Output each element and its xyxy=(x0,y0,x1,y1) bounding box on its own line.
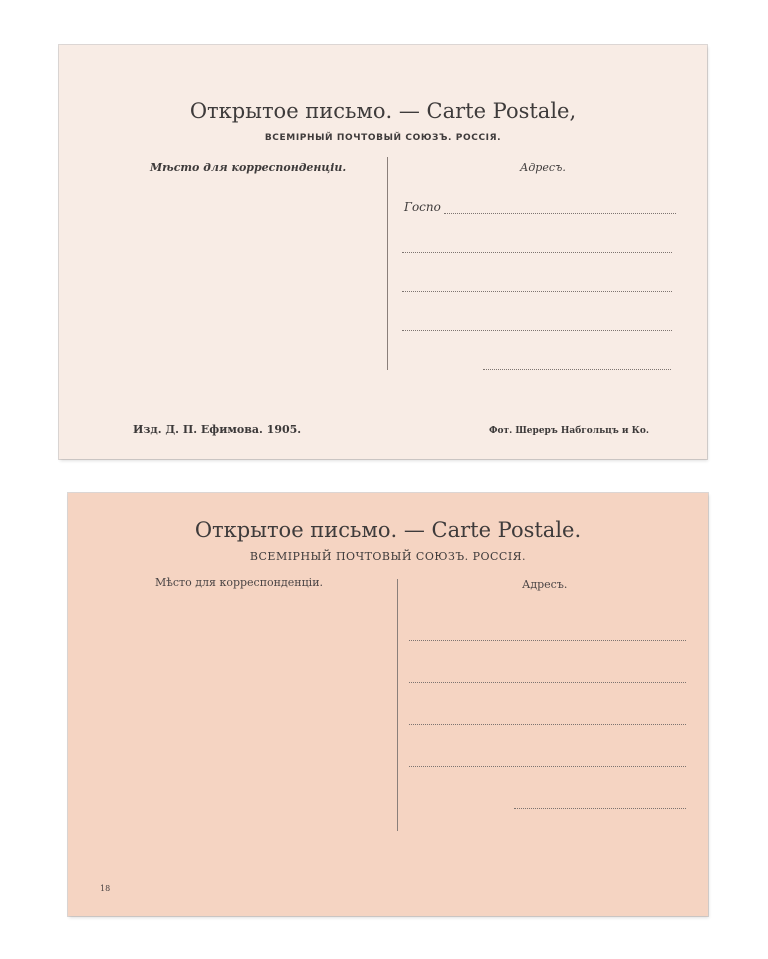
address-line-4 xyxy=(402,330,672,331)
address-line-4 xyxy=(409,766,686,767)
serial-number: 18 xyxy=(100,884,111,893)
address-line-3 xyxy=(402,291,672,292)
publisher-credit: Изд. Д. П. Ефимова. 1905. xyxy=(133,423,302,436)
address-line-5 xyxy=(483,369,671,370)
card-subtitle: ВСЕМІРНЫЙ ПОЧТОВЫЙ СОЮЗЪ. РОССІЯ. xyxy=(264,133,502,143)
address-line-2 xyxy=(409,682,686,683)
photographer-credit: Фот. Шереръ Набгольцъ и Ко. xyxy=(489,426,650,436)
address-line-2 xyxy=(402,252,672,253)
card-title: Открытое письмо. — Carte Postale, xyxy=(189,99,577,123)
address-label: Адресъ. xyxy=(522,578,568,591)
correspondence-label: Мѣсто для корреспонденціи. xyxy=(150,161,347,174)
postcard-top xyxy=(59,45,707,459)
card-title: Открытое письмо. — Carte Postale. xyxy=(194,518,582,542)
card-subtitle: ВСЕМІРНЫЙ ПОЧТОВЫЙ СОЮЗЪ. РОССІЯ. xyxy=(249,550,527,563)
center-divider xyxy=(397,579,398,831)
address-line-1 xyxy=(409,640,686,641)
postcard-bottom xyxy=(68,493,708,916)
center-divider xyxy=(387,157,388,370)
correspondence-label: Мѣсто для корреспонденціи. xyxy=(155,576,324,589)
address-line-3 xyxy=(409,724,686,725)
recipient-prefix: Госпо xyxy=(404,200,441,214)
address-line-1 xyxy=(444,213,676,214)
address-line-5 xyxy=(514,808,686,809)
address-label: Адресъ. xyxy=(520,161,566,174)
